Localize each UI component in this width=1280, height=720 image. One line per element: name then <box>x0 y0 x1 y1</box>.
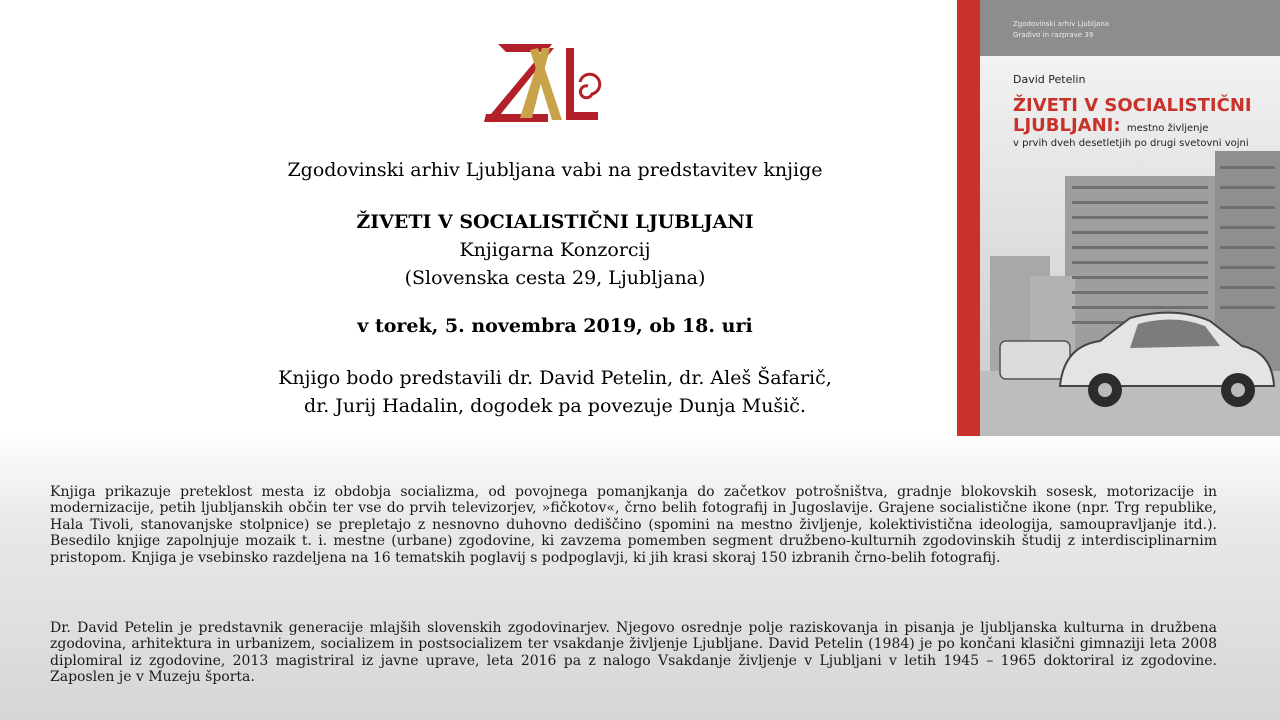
presenters-line-2: dr. Jurij Hadalin, dogodek pa povezuje Dunja Mušič. <box>304 395 806 417</box>
cover-series-line-1: Zgodovinski arhiv Ljubljana <box>1013 20 1110 28</box>
book-description: Knjiga prikazuje preteklost mesta iz obdobja socializma, od povojnega pomanjkanja do začetkov potrošništva, gradnje blokovskih sosesk, motorizacije in modernizacije, petih ljubljanskih občin ter vse do prvih televizorjev, »fičkotov«, črno belih fotografij in Jugoslavije. Grajene socialistične ikone (npr. Trg republike, Hala Tivoli, stanovanjske stolpnice) se prepletajo z nesnovno duhovno dediščino (spomini na mestno življenje, kolektivistična ideologija, samoupravljanje itd.). Besedilo knjige zapolnjuje mozaik t. i. mestne (urbane) zgodovine, ki zavzema pomemben segment družbeno-kulturnih zgodovinskih študij z interdisciplinarnim pristopom. Knjiga je vsebinsko razdeljena na 16 tematskih poglavij s podpoglavji, ki jih krasi skoraj 150 izbranih črno-belih fotografij. <box>50 484 1217 566</box>
venue-address: (Slovenska cesta 29, Ljubljana) <box>404 267 706 289</box>
presenters-line-1: Knjigo bodo predstavili dr. David Petelin, dr. Aleš Šafarič, <box>278 367 832 389</box>
book-title: ŽIVETI V SOCIALISTIČNI LJUBLJANI <box>356 211 754 233</box>
presenters <box>200 364 910 420</box>
cover-series-line-2: Gradivo in razprave 39 <box>1013 31 1094 39</box>
cover-subtitle-part-2: v prvih dveh desetletjih po drugi svetovni vojni <box>1013 138 1249 149</box>
author-bio: Dr. David Petelin je predstavnik generacije mlajših slovenskih zgodovinarjev. Njegovo osrednje polje raziskovanja in pisanja je ljubljanska kulturna in družbena zgodovina, arhitektura in urbanizem, socializem in postsocializem ter vsakdanje življenje Ljubljane. David Petelin (1984) je po končani klasični gimnaziji leta 2008 diplomiral iz zgodovine, 2013 magistriral iz javne uprave, leta 2016 pa z nalogo Vsakdanje življenje v Ljubljani v letih 1945 – 1965 doktoriral iz zgodovine. Zaposlen je v Muzeju športa. <box>50 620 1217 686</box>
cover-title-line-2-text: LJUBLJANI: <box>1013 115 1121 136</box>
zal-logo-graphic <box>480 40 604 126</box>
invitation-intro: Zgodovinski arhiv Ljubljana vabi na predstavitev knjige <box>287 159 823 181</box>
event-date-time: v torek, 5. novembra 2019, ob 18. uri <box>357 315 753 337</box>
book-cover <box>957 0 1280 436</box>
cover-title-line-1: ŽIVETI V SOCIALISTIČNI <box>1013 95 1252 116</box>
invitation-title-block <box>200 208 910 292</box>
cover-title-line-2 <box>1013 116 1252 139</box>
cover-author: David Petelin <box>1013 73 1086 86</box>
venue-name: Knjigarna Konzorcij <box>459 239 651 261</box>
cover-title <box>1013 96 1252 139</box>
cover-red-spine <box>957 0 980 436</box>
cover-series-band <box>957 0 1280 57</box>
zal-logo <box>480 40 604 126</box>
cover-subtitle-part-1: mestno življenje <box>1126 123 1209 134</box>
